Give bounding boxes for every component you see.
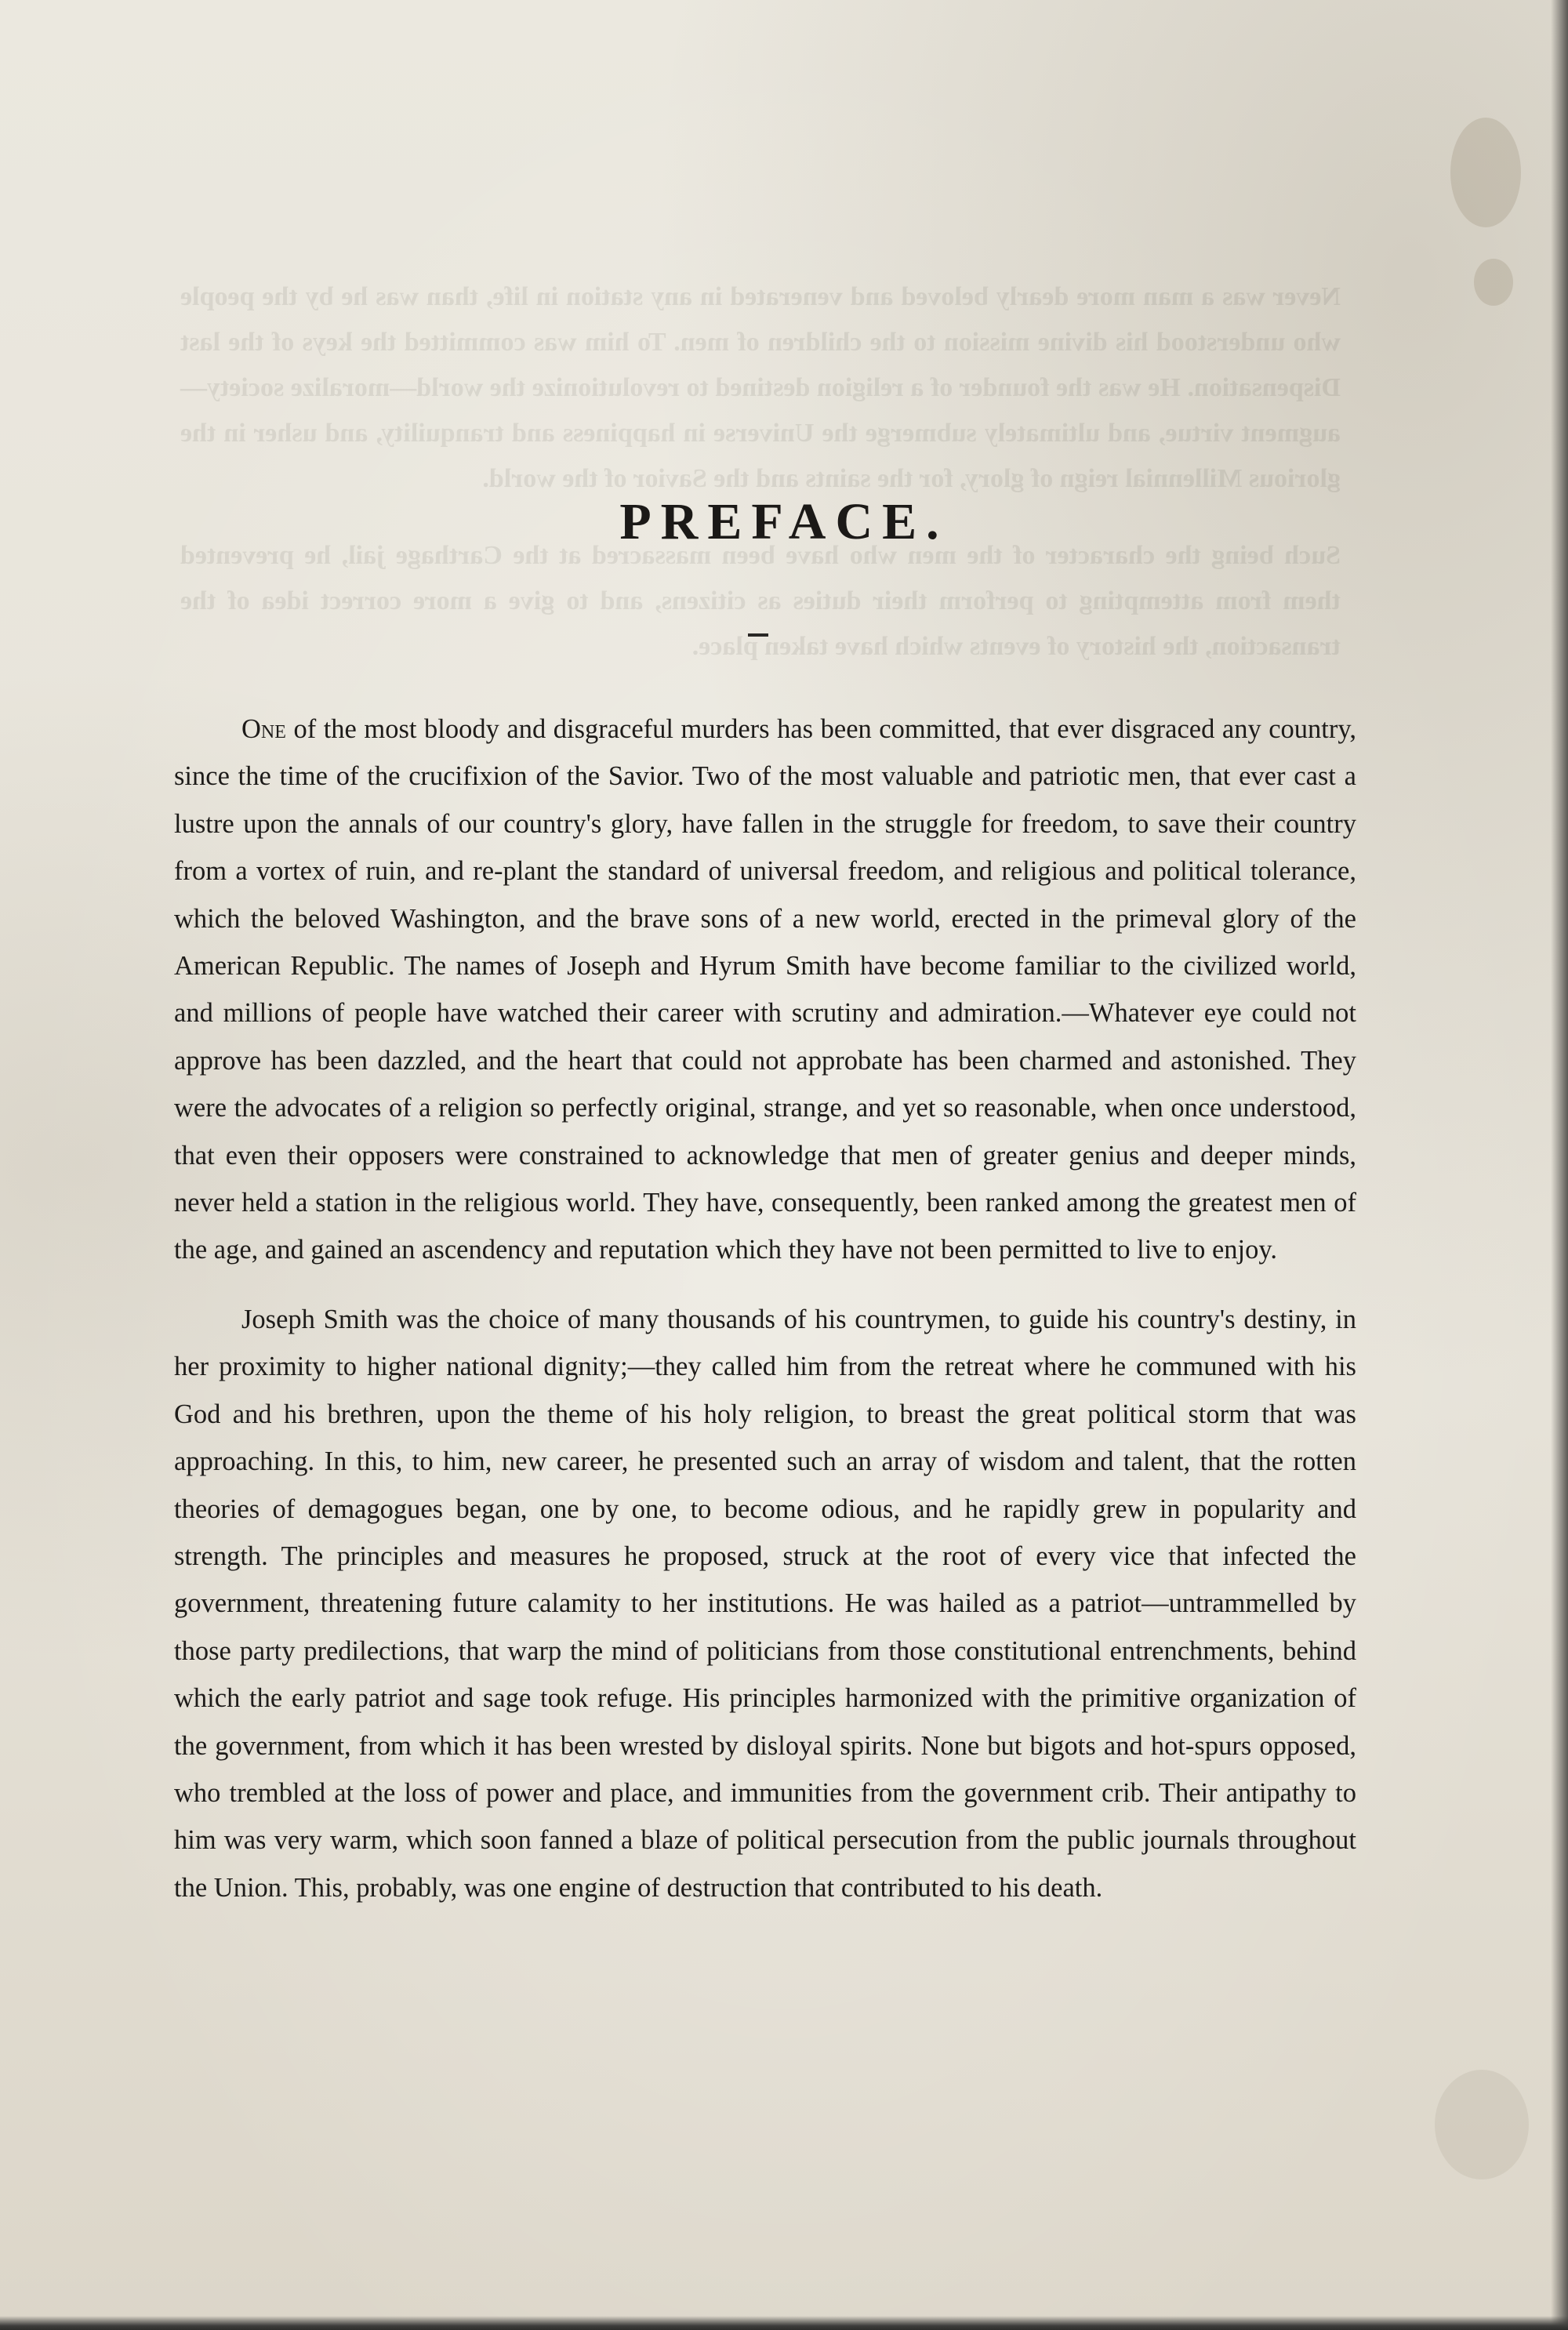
stain-spot bbox=[1450, 118, 1521, 227]
paragraph: Joseph Smith was the choice of many thousands of his countrymen, to guide his country's destiny, in her proximity to higher national dignity;—they called him from the retreat where he communed with his God and his brethren, upon the theme of his holy religion, to breast the great political storm that was approaching. In this, to him, new career, he presented such an array of wisdom and talent, that the rotten theories of demagogues began, one by one, to become odious, and he rapidly grew in popularity and strength. The principles and measures he proposed, struck at the root of every vice that infected the government, threatening future calamity to her institutions. He was hailed as a patriot—untrammelled by those party predilections, that warp the mind of politicians from those constitutional entrenchments, behind which the early patriot and sage took refuge. His principles harmonized with the primitive organization of the government, from which it has been wrested by disloyal spirits. None but bigots and hot-spurs opposed, who trembled at the loss of power and place, and immunities from the government crib. Their antipathy to him was very warm, which soon fanned a blaze of political persecution from the public journals throughout the Union. This, probably, was one engine of destruction that contributed to his death. bbox=[174, 1304, 1356, 1903]
page-title: PREFACE. bbox=[619, 493, 949, 550]
body-text bbox=[174, 706, 1356, 1911]
stain-spot bbox=[1474, 259, 1513, 306]
paragraph-text: of the most bloody and disgraceful murders has been committed, that ever disgraced any country, since the time of the crucifixion of the Savior. Two of the most valuable and patriotic men, that ever cast a lustre upon the annals of our country's glory, have fallen in the struggle for freedom, to save their country from a vortex of ruin, and re-plant the standard of universal freedom, and religious and political tolerance, which the beloved Washington, and the brave sons of a new world, erected in the primeval glory of the American Republic. The names of Joseph and Hyrum Smith have become familiar to the civilized world, and millions of people have watched their career with scrutiny and admiration.—Whatever eye could not approve has been dazzled, and the heart that could not approbate has been charmed and astonished. They were the advocates of a religion so perfectly original, strange, and yet so reasonable, when once understood, that even their opposers were constrained to acknowledge that men of greater genius and deeper minds, never held a station in the religious world. They have, consequently, been ranked among the greatest men of the age, and gained an ascendency and reputation which they have not been permitted to live to enjoy. bbox=[174, 714, 1356, 1265]
scan-border-right bbox=[1551, 0, 1568, 2330]
reverse-page-bleed-through: Never was a man more dearly beloved and venerated in any station in life, than was he by the people who understood his divine mission to the children of men. To him was committed the keys of the last Dispensation. He was the founder of a religion destined to revolutionize the world—moralize society—augment virtue, and ultimately submerge the Universe in happiness and tranquility, and usher in the glorious Millennial reign of glory, for the saints and the Savior of the world. Such being the character of the men who have been massacred at the Carthage jail, he prevented them from attempting to perform their duties as citizens, and to give a more correct idea of the transaction, the history of events which have taken place. bbox=[180, 282, 1341, 661]
paragraph bbox=[174, 706, 1356, 1274]
paragraph-lead-word: One bbox=[241, 714, 286, 744]
title-separator bbox=[748, 633, 768, 637]
stain-spot bbox=[1435, 2070, 1529, 2179]
scan-border-bottom bbox=[0, 2316, 1568, 2330]
